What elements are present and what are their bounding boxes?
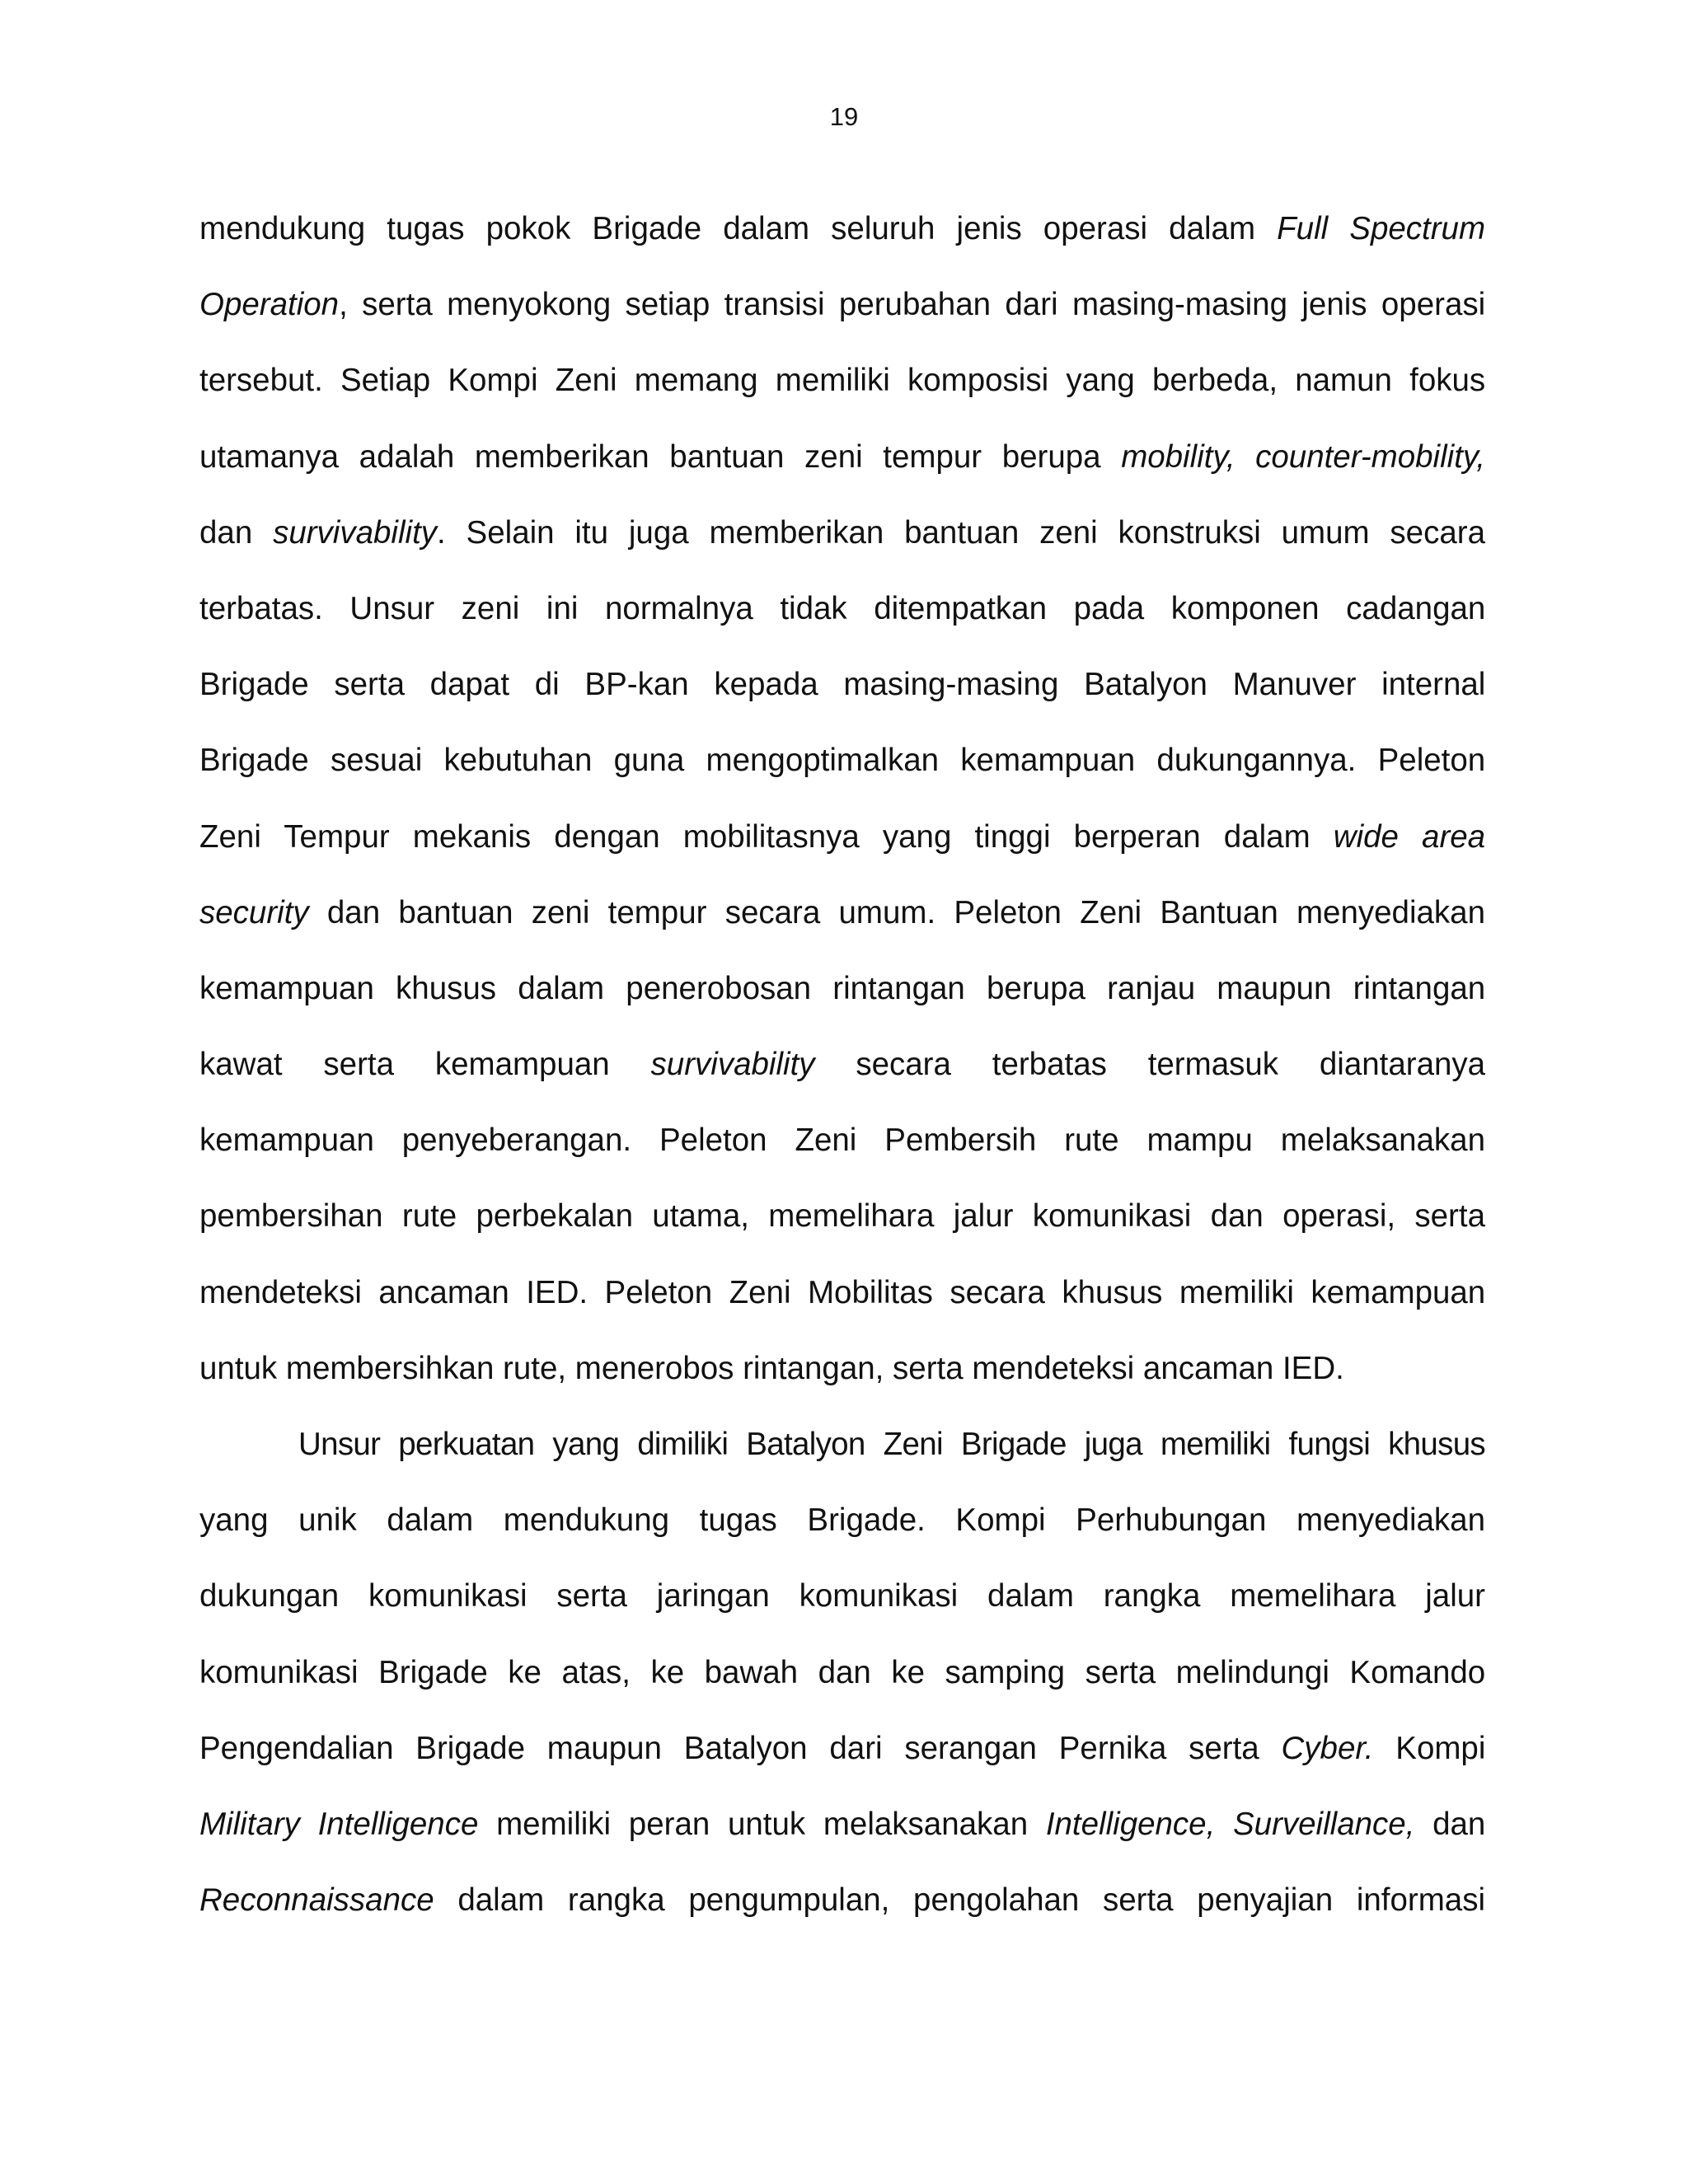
- text-line: komunikasi Brigade ke atas, ke bawah dan ke samping serta melindungi Komando: [199, 1654, 1486, 1690]
- text-line: untuk membersihkan rute, menerobos rintangan, serta mendeteksi ancaman IED.: [199, 1350, 1344, 1386]
- text-line: pembersihan rute perbekalan utama, memelihara jalur komunikasi dan operasi, serta: [199, 1198, 1485, 1235]
- page-number: 19: [829, 102, 859, 131]
- text-line: Operation, serta menyokong setiap transisi perubahan dari masing-masing jenis operasi: [199, 287, 1486, 323]
- text-line: Brigade serta dapat di BP-kan kepada masing-masing Batalyon Manuver internal: [199, 667, 1486, 703]
- text-line: Zeni Tempur mekanis dengan mobilitasnya yang tinggi berperan dalam wide area: [199, 818, 1486, 855]
- text-line: terbatas. Unsur zeni ini normalnya tidak ditempatkan pada komponen cadangan: [199, 590, 1486, 626]
- paragraph-2: [199, 1407, 1485, 1938]
- body-text: [199, 191, 1485, 1938]
- text-line: Pengendalian Brigade maupun Batalyon dari serangan Pernika serta Cyber. Kompi: [199, 1730, 1486, 1766]
- text-line: Brigade sesuai kebutuhan guna mengoptimalkan kemampuan dukungannya. Peleton: [199, 743, 1486, 779]
- text-line: mendukung tugas pokok Brigade dalam seluruh jenis operasi dalam Full Spectrum: [199, 211, 1486, 246]
- text-line: kemampuan penyeberangan. Peleton Zeni Pembersih rute mampu melaksanakan: [199, 1122, 1485, 1159]
- text-line: dukungan komunikasi serta jaringan komunikasi dalam rangka memelihara jalur: [199, 1578, 1485, 1615]
- text-line: kemampuan khusus dalam penerobosan rintangan berupa ranjau maupun rintangan: [199, 970, 1486, 1006]
- text-line: Unsur perkuatan yang dimiliki Batalyon Zeni Brigade juga memiliki fungsi khusus: [298, 1427, 1485, 1462]
- text-line: yang unik dalam mendukung tugas Brigade. Kompi Perhubungan menyediakan: [199, 1502, 1485, 1539]
- text-line: mendeteksi ancaman IED. Peleton Zeni Mobilitas secara khusus memiliki kemampuan: [199, 1274, 1486, 1310]
- text-line: security dan bantuan zeni tempur secara umum. Peleton Zeni Bantuan menyediakan: [199, 894, 1485, 930]
- text-line: kawat serta kemampuan survivability secara terbatas termasuk diantaranya: [199, 1047, 1486, 1083]
- text-line: Reconnaissance dalam rangka pengumpulan, pengolahan serta penyajian informasi: [199, 1882, 1485, 1919]
- text-line: Military Intelligence memiliki peran untuk melaksanakan Intelligence, Surveillance, dan: [199, 1806, 1486, 1842]
- text-line: tersebut. Setiap Kompi Zeni memang memiliki komposisi yang berbeda, namun fokus: [199, 363, 1486, 399]
- text-line: dan survivability. Selain itu juga memberikan bantuan zeni konstruksi umum secara: [199, 514, 1485, 551]
- text-line: utamanya adalah memberikan bantuan zeni tempur berupa mobility, counter-mobility,: [199, 438, 1486, 475]
- paragraph-1: [199, 191, 1485, 1407]
